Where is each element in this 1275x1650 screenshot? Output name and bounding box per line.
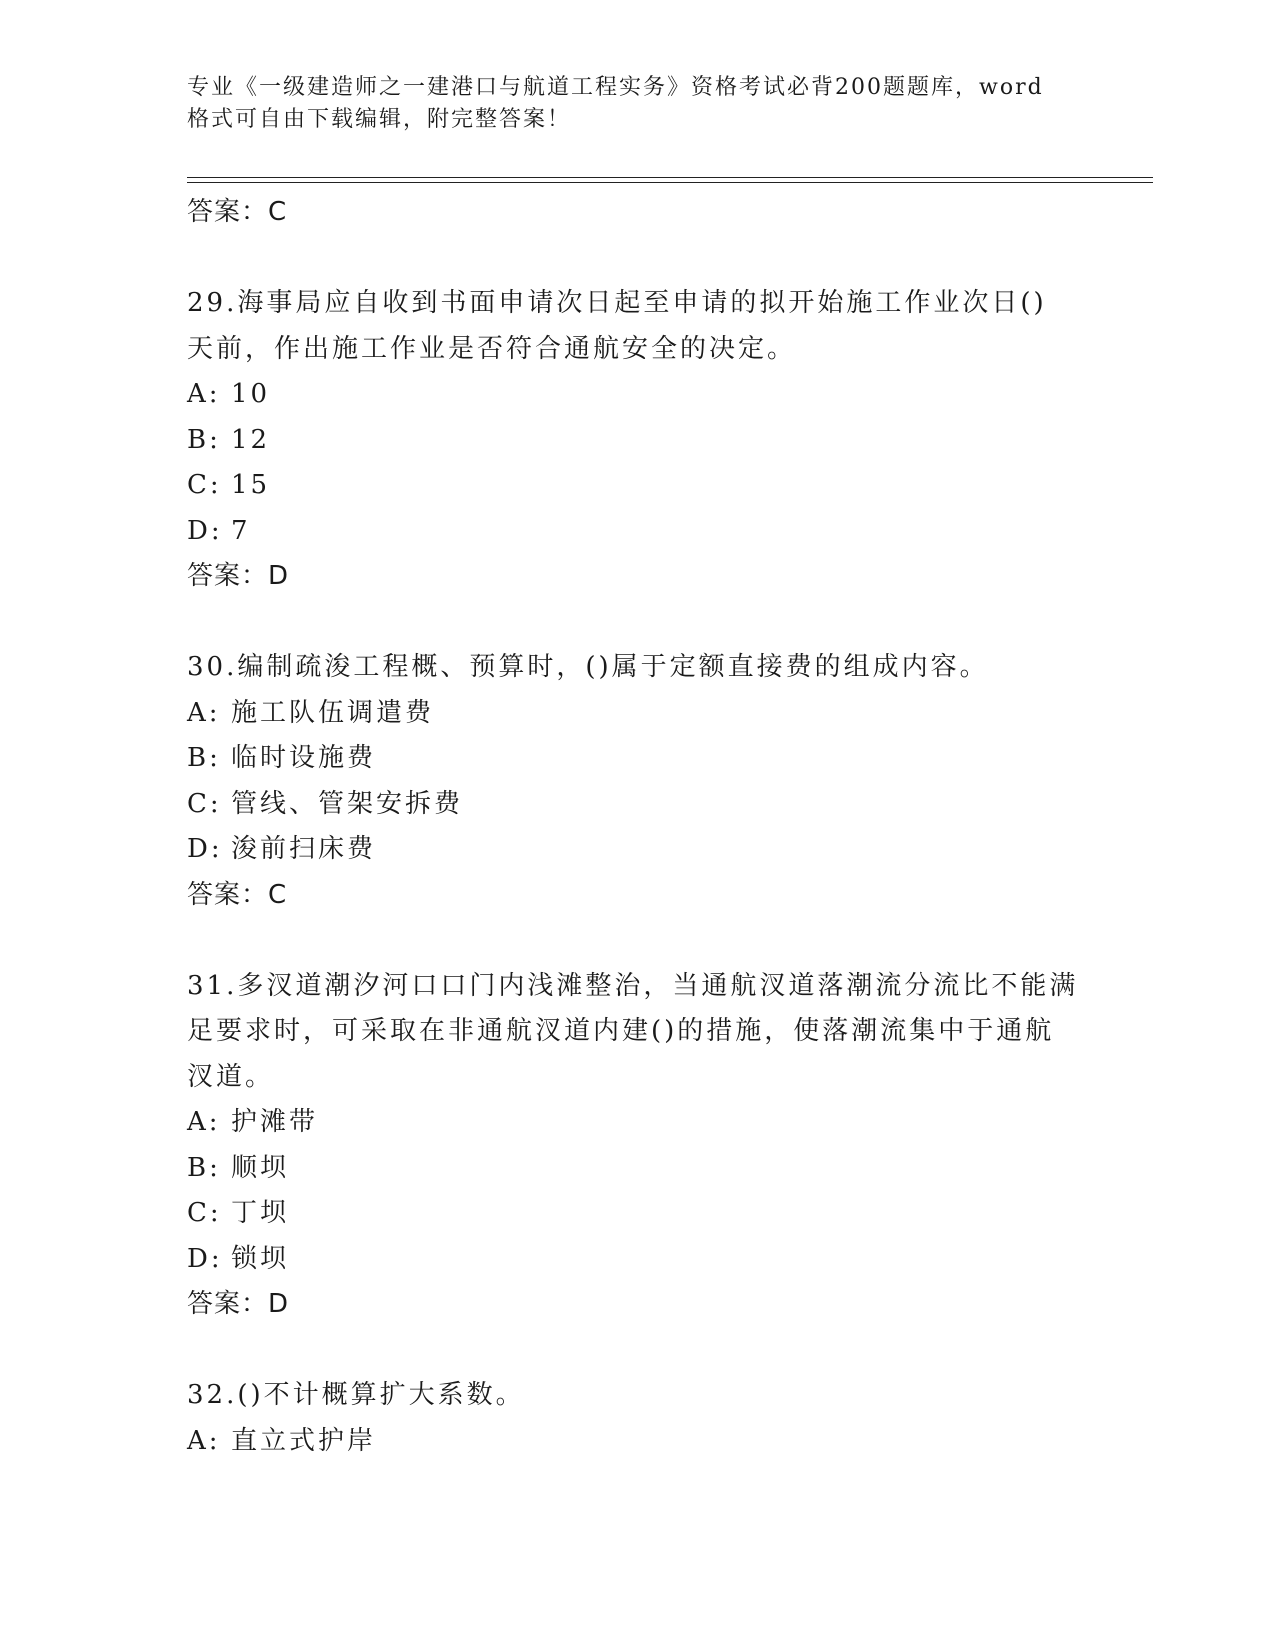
answer-option xyxy=(187,1419,1087,1465)
header-rule-top xyxy=(187,177,1153,178)
option-key: C: xyxy=(187,788,222,819)
option-text: 护滩带 xyxy=(231,1107,319,1137)
question-list xyxy=(187,281,1087,1464)
answer-option xyxy=(187,691,1087,737)
question-block xyxy=(187,645,1087,964)
answer-option xyxy=(187,782,1087,828)
option-key: D: xyxy=(187,834,223,864)
option-key: A: xyxy=(187,379,221,409)
answer-option xyxy=(187,418,1087,464)
answer-option xyxy=(187,827,1087,873)
answer-option xyxy=(187,1191,1087,1237)
question-stem-line: 31.多汊道潮汐河口口门内浅滩整治，当通航汊道落潮流分流比不能满 xyxy=(187,970,1079,1001)
answer-option xyxy=(187,372,1087,418)
option-key: B: xyxy=(187,424,221,455)
option-text: 12 xyxy=(231,424,271,455)
answer-option xyxy=(187,1146,1087,1192)
option-text: 管线、管架安拆费 xyxy=(231,788,464,819)
correct-answer: 答案：D xyxy=(187,561,290,591)
question-stem-line: 29.海事局应自收到书面申请次日起至申请的拟开始施工作业次日() xyxy=(187,288,1047,318)
correct-answer: 答案：C xyxy=(187,879,288,910)
option-key: A: xyxy=(187,697,221,728)
option-text: 直立式护岸 xyxy=(231,1425,377,1456)
option-text: 丁坝 xyxy=(231,1198,290,1228)
question-stem-line: 足要求时，可采取在非通航汊道内建()的措施，使落潮流集中于通航 xyxy=(187,1016,1055,1046)
option-key: B: xyxy=(187,1152,221,1183)
option-text: 15 xyxy=(231,470,271,500)
question-stem-line: 汊道。 xyxy=(187,1061,275,1092)
option-text: 锁坝 xyxy=(231,1243,290,1274)
question-content xyxy=(187,190,1087,1464)
answer-option xyxy=(187,1237,1087,1283)
option-text: 7 xyxy=(231,515,251,546)
answer-option xyxy=(187,736,1087,782)
question-stem-line: 32.()不计概算扩大系数。 xyxy=(187,1380,525,1410)
answer-option xyxy=(187,1100,1087,1146)
option-text: 浚前扫床费 xyxy=(231,834,377,864)
option-key: B: xyxy=(187,743,221,773)
answer-option xyxy=(187,509,1087,555)
previous-answer: 答案：C xyxy=(187,197,288,227)
question-stem-line: 30.编制疏浚工程概、预算时，()属于定额直接费的组成内容。 xyxy=(187,652,989,682)
option-text: 施工队伍调遣费 xyxy=(231,697,435,728)
question-block xyxy=(187,1373,1087,1464)
question-block xyxy=(187,964,1087,1374)
option-text: 临时设施费 xyxy=(231,743,377,773)
header-rule-bottom xyxy=(187,182,1153,183)
correct-answer: 答案：D xyxy=(187,1289,290,1319)
answer-option xyxy=(187,463,1087,509)
option-key: D: xyxy=(187,515,223,546)
option-key: C: xyxy=(187,1198,222,1228)
option-text: 顺坝 xyxy=(231,1152,290,1183)
option-key: D: xyxy=(187,1243,223,1274)
question-stem-line: 天前，作出施工作业是否符合通航安全的决定。 xyxy=(187,333,797,364)
option-key: A: xyxy=(187,1107,221,1137)
document-header: 专业《一级建造师之一建港口与航道工程实务》资格考试必背200题题库，word格式可自由下载编辑，附完整答案！ xyxy=(187,75,1044,132)
question-block xyxy=(187,281,1087,645)
option-key: C: xyxy=(187,470,222,500)
option-text: 10 xyxy=(231,379,271,409)
option-key: A: xyxy=(187,1425,221,1456)
